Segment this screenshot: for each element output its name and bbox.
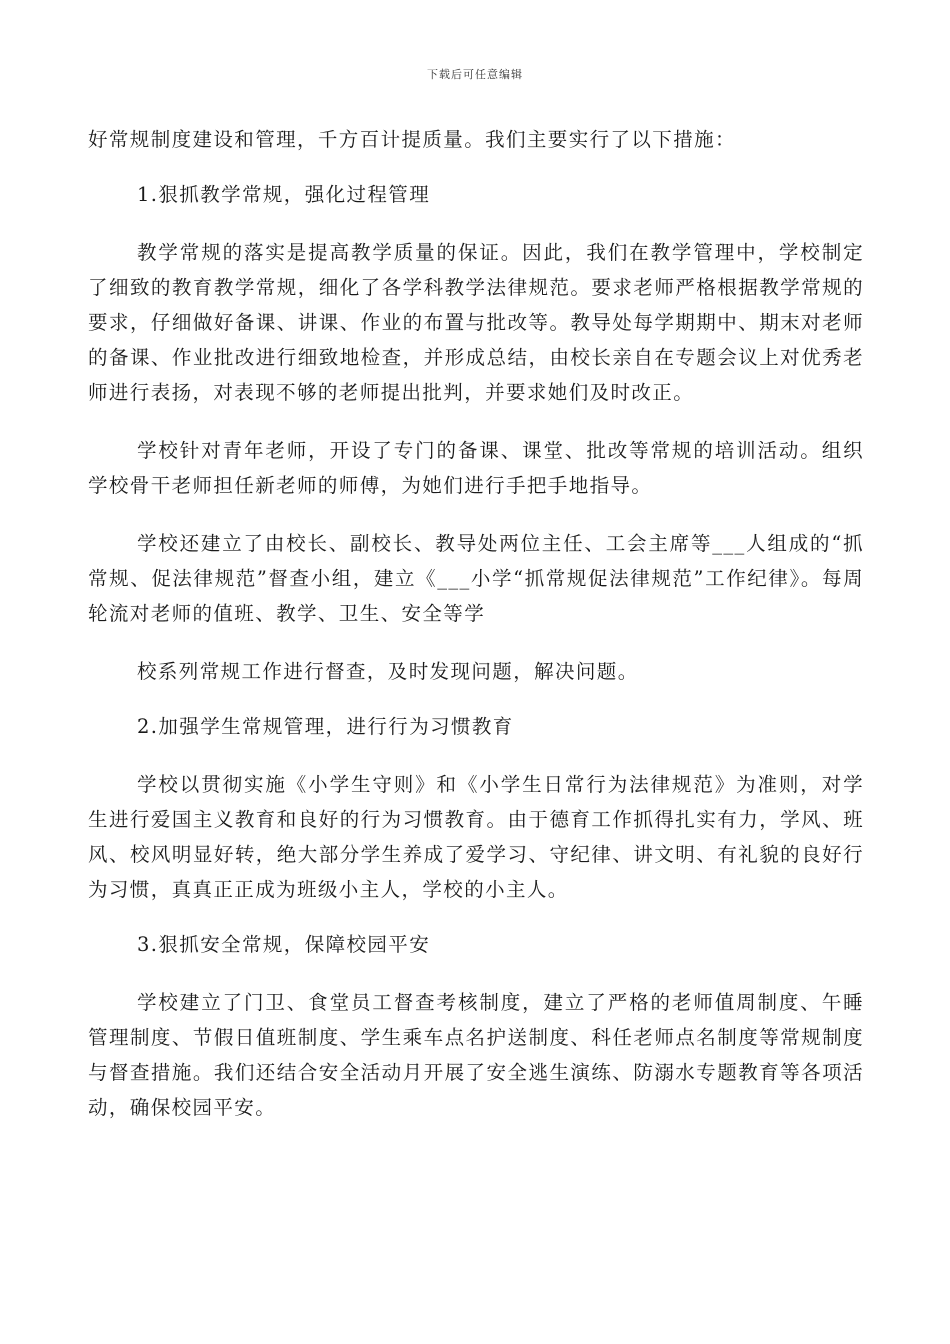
paragraph-intro: 好常规制度建设和管理，千方百计提质量。我们主要实行了以下措施： bbox=[88, 128, 736, 151]
document-body bbox=[88, 122, 864, 1125]
section-heading-2: 2.加强学生常规管理，进行行为习惯教育 bbox=[137, 715, 514, 738]
paragraph-teaching-routine: 教学常规的落实是提高教学质量的保证。因此，我们在教学管理中，学校制定了细致的教育教学常规，细化了各学科教学法律规范。要求老师严格根据教学常规的要求，仔细做好备课、讲课、作业的布置与批改等。教导处每学期期中、期末对老师的备课、作业批改进行细致地检查，并形成总结，由校长亲自在专题会议上对优秀老师进行表扬，对表现不够的老师提出批判，并要求她们及时改正。 bbox=[88, 241, 864, 404]
paragraph-inspection-continued: 校系列常规工作进行督查，及时发现问题，解决问题。 bbox=[137, 660, 639, 683]
section-heading-3: 3.狠抓安全常规，保障校园平安 bbox=[137, 933, 431, 956]
paragraph-safety-routine: 学校建立了门卫、食堂员工督查考核制度，建立了严格的老师值周制度、午睡管理制度、节假日值班制度、学生乘车点名护送制度、科任老师点名制度等常规制度与督查措施。我们还结合安全活动月开展了安全逃生演练、防溺水专题教育等各项活动，确保校园平安。 bbox=[88, 991, 864, 1119]
paragraph-young-teachers: 学校针对青年老师，开设了专门的备课、课堂、批改等常规的培训活动。组织学校骨干老师担任新老师的师傅，为她们进行手把手地指导。 bbox=[88, 439, 864, 497]
header-note: 下载后可任意编辑 bbox=[427, 68, 523, 81]
paragraph-inspection-group: 学校还建立了由校长、副校长、教导处两位主任、工会主席等___人组成的“抓常规、促法律规范”督查小组，建立《___小学“抓常规促法律规范”工作纪律》。每周轮流对老师的值班、教学、卫生、安全等学 bbox=[88, 532, 864, 625]
paragraph-student-routine: 学校以贯彻实施《小学生守则》和《小学生日常行为法律规范》为准则，对学生进行爱国主义教育和良好的行为习惯教育。由于德育工作抓得扎实有力，学风、班风、校风明显好转，绝大部分学生养成了爱学习、守纪律、讲文明、有礼貌的良好行为习惯，真真正正成为班级小主人，学校的小主人。 bbox=[88, 773, 864, 901]
section-heading-1: 1.狠抓教学常规，强化过程管理 bbox=[137, 183, 431, 206]
